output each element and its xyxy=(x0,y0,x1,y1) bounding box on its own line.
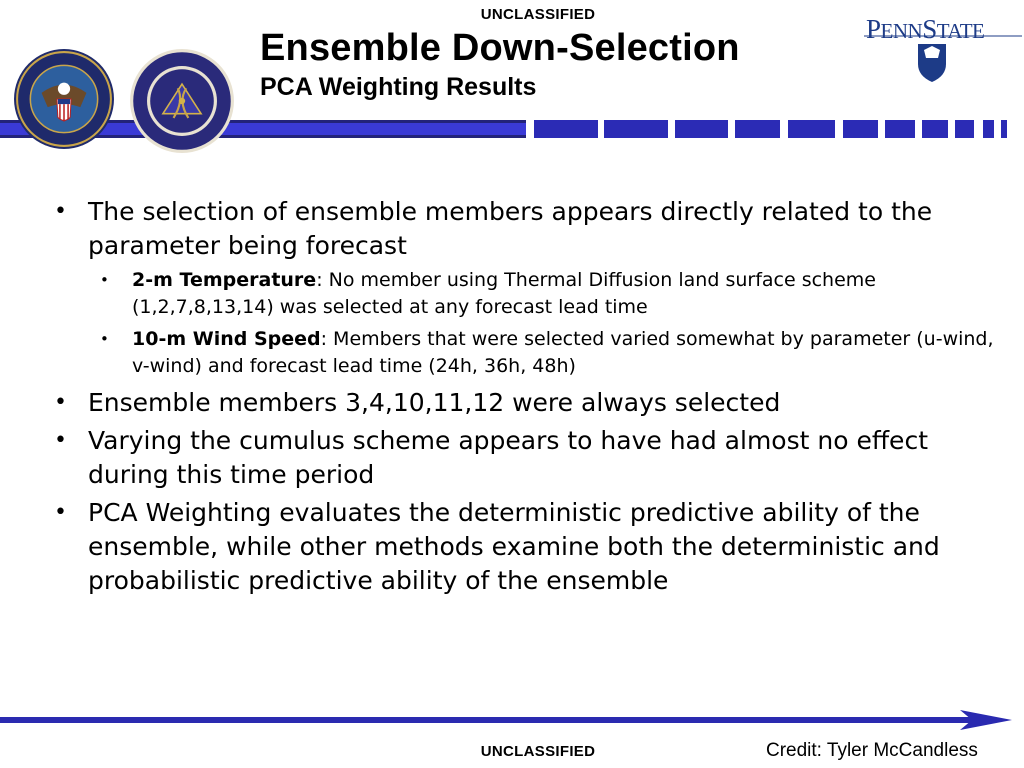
page-title: Ensemble Down-Selection xyxy=(260,27,740,69)
sub-bullet-list xyxy=(88,267,997,380)
footer-arrow-line xyxy=(0,708,1024,732)
sub-bullet-item: • 10-m Wind Speed: Members that were selected varied somewhat by parameter (u-wind, v-wind) and forecast lead time (24h, 36h, 48h) xyxy=(88,326,997,380)
bullet-list xyxy=(52,195,997,602)
top-classification-marking: UNCLASSIFIED xyxy=(480,6,596,23)
dtra-seal-logo xyxy=(13,48,115,150)
bullet-item: • Ensemble members 3,4,10,11,12 were always selected xyxy=(52,386,997,420)
credit-text: Credit: Tyler McCandless xyxy=(766,740,978,761)
sub-bullet-item: • 2-m Temperature: No member using Thermal Diffusion land surface scheme (1,2,7,8,13,14) was selected at any forecast lead time xyxy=(88,267,997,321)
bullet-item: • The selection of ensemble members appears directly related to the parameter being forecast • 2-m Temperature: No member using Thermal Diffusion land surface scheme (1,2,7,8,13,14) was selected at any forecast lead time • 10-m Wind Speed: Members that were selected varied somewhat by parameter (u-wind, v-wind) and forecast lead time (24h, 36h, 48h) xyxy=(52,195,997,380)
jsto-seal-logo xyxy=(129,48,235,154)
bottom-classification-marking: UNCLASSIFIED xyxy=(480,743,596,760)
bullet-item: • Varying the cumulus scheme appears to have had almost no effect during this time period xyxy=(52,424,997,492)
page-subtitle: PCA Weighting Results xyxy=(260,73,537,101)
pennstate-wordmark: PENNSTATE xyxy=(866,14,985,44)
bullet-item: • PCA Weighting evaluates the deterministic predictive ability of the ensemble, while other methods examine both the deterministic and probabilistic predictive ability of the ensemble xyxy=(52,496,997,598)
